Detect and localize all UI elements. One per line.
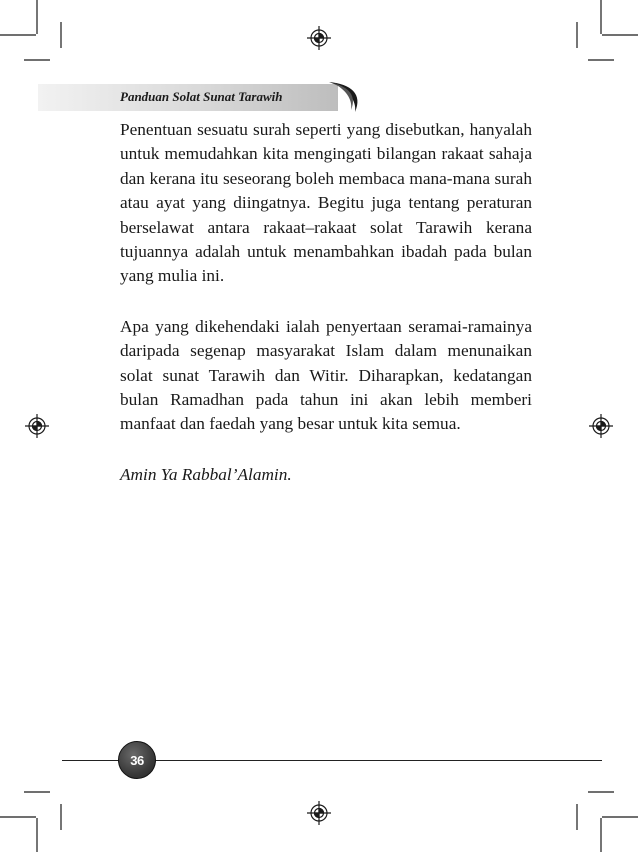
crop-mark-icon [0,0,61,60]
registration-target-icon [307,26,331,50]
crop-mark-icon [577,792,638,852]
registration-target-icon [25,414,49,438]
registration-target-icon [589,414,613,438]
registration-target-icon [307,801,331,825]
page-number: 36 [130,752,144,768]
page-number-badge [118,741,156,779]
crescent-swoosh-icon [325,80,365,114]
crop-mark-icon [577,0,638,60]
paragraph: Apa yang dikehendaki ialah penyertaan seramai-ramainya daripada segenap masyarakat Islam dalam menunaikan solat sunat Tarawih dan Witir. Diharapkan, kedatangan bulan Ramadhan pada tahun ini akan lebih memberi manfaat dan faedah yang besar untuk kita semua. [120,316,532,434]
closing-prayer: Amin Ya Rabbal’Alamin. [120,464,292,484]
running-header-title: Panduan Solat Sunat Tarawih [120,89,283,104]
body-text [120,118,532,513]
paragraph: Penentuan sesuatu surah seperti yang disebutkan, hanyalah untuk memudahkan kita mengingati bilangan rakaat sahaja dan kerana itu seseorang boleh membaca mana-mana surah atau ayat yang diingatnya. Begitu juga tentang peraturan berselawat antara rakaat–rakaat solat Tarawih kerana tujuannya adalah untuk menambahkan ibadah pada bulan yang mulia ini. [120,120,532,286]
crop-mark-icon [0,792,61,852]
